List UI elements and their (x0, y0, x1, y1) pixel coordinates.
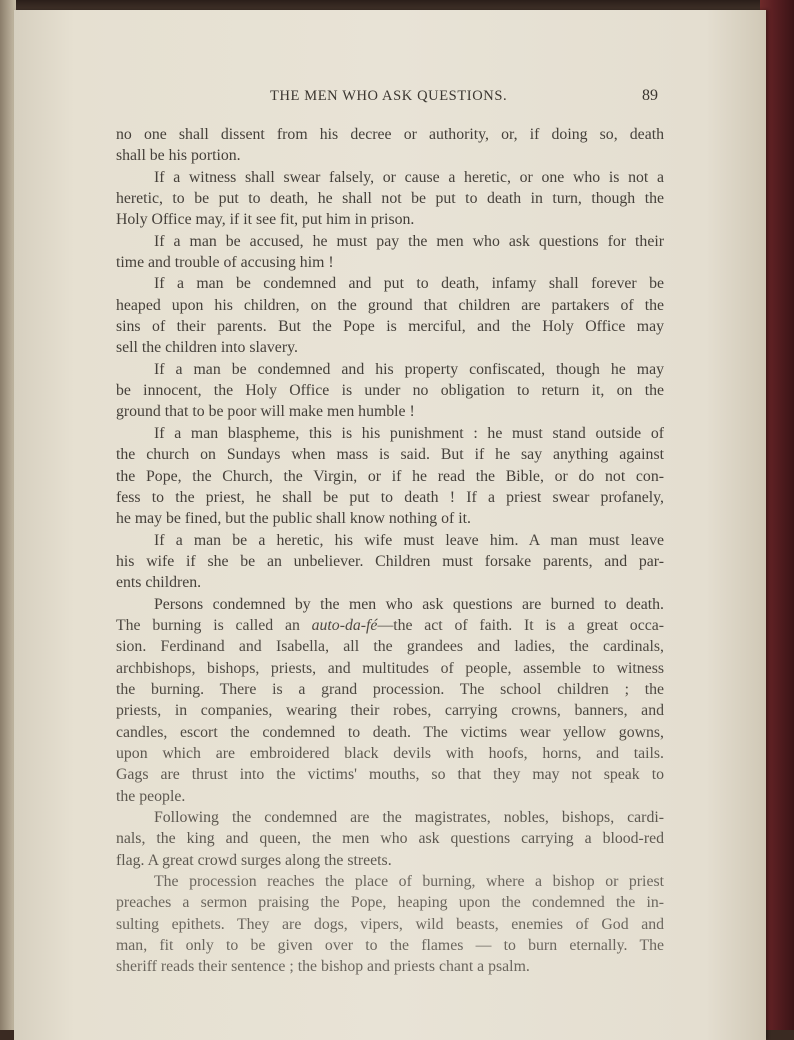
text-line-content: If a man be accused, he must pay the men who ask questions for their (154, 232, 664, 250)
text-line-content: he may be fined, but the public shall know nothing of it. (116, 510, 471, 528)
text-line (116, 807, 664, 828)
text-line-content: sion. Ferdinand and Isabella, all the grandees and ladies, the cardinals, (116, 638, 664, 656)
text-line (116, 530, 664, 551)
text-line (116, 145, 664, 166)
text-line (116, 401, 664, 422)
text-line (116, 380, 664, 401)
text-line (116, 252, 664, 273)
text-line (116, 444, 664, 465)
text-line-content: the people. (116, 787, 186, 805)
text-line (116, 359, 664, 380)
text-line-content: fess to the priest, he shall be put to death ! If a priest swear profanely, (116, 488, 664, 506)
text-line-content: nals, the king and queen, the men who ask questions carrying a blood-red (116, 830, 664, 848)
text-line-content: The procession reaches the place of burning, where a bishop or priest (154, 873, 664, 891)
text-line-content: Persons condemned by the men who ask questions are burned to death. (154, 595, 664, 613)
text-line-content: If a man be condemned and his property confiscated, though he may (154, 360, 664, 378)
text-line-content: If a man blaspheme, this is his punishment : he must stand outside of (154, 424, 664, 442)
text-line-content: sheriff reads their sentence ; the bishop and priests chant a psalm. (116, 958, 530, 976)
text-line-content: ground that to be poor will make men humble ! (116, 403, 415, 421)
text-line-content: his wife if she be an unbeliever. Children must forsake parents, and par- (116, 552, 664, 570)
text-line-content: man, fit only to be given over to the flames — to burn eternally. The (116, 937, 664, 955)
text-line (116, 188, 664, 209)
italic-term: auto-da-fé (311, 616, 378, 634)
text-line (116, 167, 664, 188)
text-line (116, 722, 664, 743)
text-line-content: Holy Office may, if it see fit, put him in prison. (116, 211, 415, 229)
text-line (116, 828, 664, 849)
text-line-content: If a man be condemned and put to death, infamy shall forever be (154, 275, 664, 293)
text-line-content: no one shall dissent from his decree or authority, or, if doing so, death (116, 126, 664, 143)
text-line (116, 935, 664, 956)
text-line (116, 892, 664, 913)
text-line-content: candles, escort the condemned to death. The victims wear yellow gowns, (116, 723, 664, 741)
text-line (116, 700, 664, 721)
text-line-content: time and trouble of accusing him ! (116, 254, 334, 272)
text-line-content: archbishops, bishops, priests, and multitudes of people, assemble to witness (116, 659, 664, 677)
text-line (116, 487, 664, 508)
text-line-content: sulting epithets. They are dogs, vipers, wild beasts, enemies of God and (116, 915, 664, 933)
text-line-content: If a witness shall swear falsely, or cause a heretic, or one who is not a (154, 168, 664, 186)
text-line (116, 231, 664, 252)
book-page (14, 10, 766, 1040)
text-line (116, 850, 664, 871)
text-line (116, 786, 664, 807)
text-line-content: the burning. There is a grand procession. The school children ; the (116, 680, 664, 698)
text-line (116, 743, 664, 764)
text-line (116, 572, 664, 593)
text-line-content: heretic, to be put to death, he shall not be put to death in turn, though the (116, 190, 664, 208)
text-line (116, 273, 664, 294)
text-line (116, 679, 664, 700)
text-line (116, 209, 664, 230)
text-line-content: If a man be a heretic, his wife must leave him. A man must leave (154, 531, 664, 549)
text-line-content: sell the children into slavery. (116, 339, 298, 357)
text-line (116, 956, 664, 977)
text-line (116, 914, 664, 935)
text-line-content: upon which are embroidered black devils with hoofs, horns, and tails. (116, 744, 664, 762)
text-line (116, 466, 664, 487)
body-text (116, 124, 664, 978)
text-line-content: Gags are thrust into the victims' mouths, so that they may not speak to (116, 766, 664, 784)
text-line (116, 871, 664, 892)
text-line (116, 764, 664, 785)
text-line-content: be innocent, the Holy Office is under no obligation to return it, on the (116, 382, 664, 400)
text-line-content: Following the condemned are the magistrates, nobles, bishops, cardi- (154, 809, 664, 826)
text-line-content: —the act of faith. It is a great occa- (377, 616, 664, 634)
text-line (116, 295, 664, 316)
running-head-title: THE MEN WHO ASK QUESTIONS. (270, 88, 508, 104)
text-line-content: sins of their parents. But the Pope is merciful, and the Holy Office may (116, 318, 664, 336)
text-line-content: ents children. (116, 574, 202, 592)
text-line (116, 594, 664, 615)
text-line (116, 551, 664, 572)
text-line-content: the Pope, the Church, the Virgin, or if he read the Bible, or do not con- (116, 467, 664, 485)
text-line (116, 124, 664, 145)
text-line (116, 508, 664, 529)
text-line (116, 337, 664, 358)
text-line-content: preaches a sermon praising the Pope, heaping upon the condemned the in- (116, 894, 664, 912)
text-line-content: flag. A great crowd surges along the streets. (116, 851, 392, 869)
text-line-content: The burning is called an (116, 616, 312, 634)
running-head (14, 88, 766, 108)
page-number: 89 (642, 87, 658, 104)
text-line (116, 316, 664, 337)
text-line-content: heaped upon his children, on the ground that children are partakers of the (116, 296, 664, 314)
text-line (116, 423, 664, 444)
text-line-content: priests, in companies, wearing their robes, carrying crowns, banners, and (116, 702, 664, 720)
text-line-content: shall be his portion. (116, 147, 241, 165)
text-line (116, 658, 664, 679)
text-line (116, 636, 664, 657)
text-line (116, 615, 664, 636)
text-line-content: the church on Sundays when mass is said. But if he say anything against (116, 446, 664, 464)
